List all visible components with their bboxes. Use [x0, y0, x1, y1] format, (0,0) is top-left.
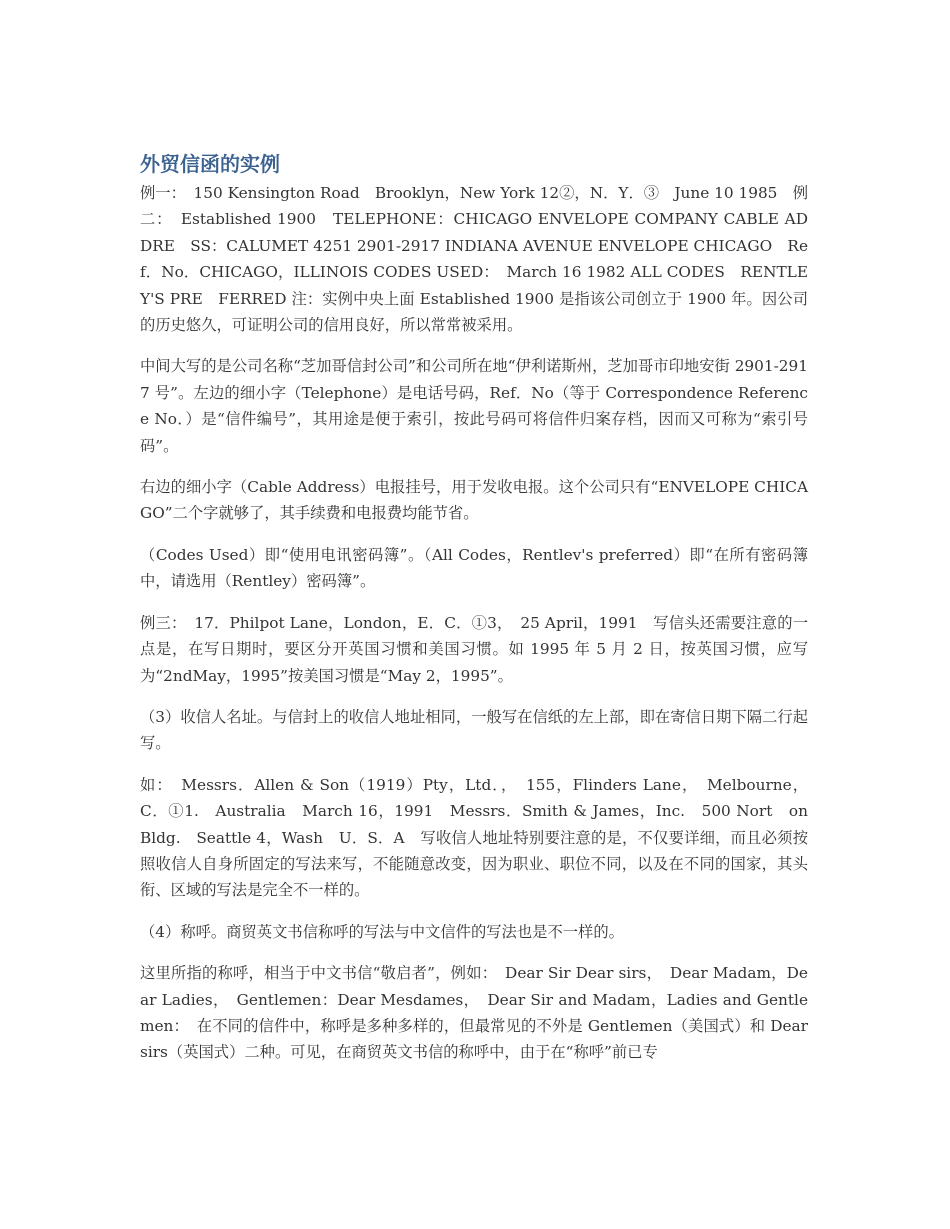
paragraph-recipient-address: （3）收信人名址。与信封上的收信人地址相同，一般写在信纸的左上部，即在寄信日期下隔二行起写。 — [140, 707, 808, 753]
paragraph-salutation-examples: 这里所指的称呼，相当于中文书信“敬启者”，例如： Dear Sir Dear sirs， Dear Madam，Dear Ladies， Gentlemen：Dear Mesdames， Dear Sir and Madam，Ladies and Gentlemen： 在不同的信件中，称呼是多种多样的，但最常见的不外是 Gentlemen（美国式）和 Dear sirs（英国式）二种。可见，在商贸英文书信的称呼中，由于在“称呼”前已专 — [140, 964, 808, 1062]
paragraph-codes-used: （Codes Used）即“使用电讯密码簿”。（All Codes，Rentlev's preferred）即“在所有密码簿中，请选用（Rentley）密码簿”。 — [140, 545, 808, 591]
paragraph-example-3: 例三： 17．Philpot Lane，London，E．C．①3， 25 April，1991 写信头还需要注意的一点是，在写日期时，要区分开英国习惯和美国习惯。如 1995 年 5 月 2 日，按英国习惯，应写为“2ndMay，1995”按美国习惯是“May 2，1995”。 — [140, 613, 808, 685]
paragraph-example-1-2: 例一： 150 Kensington Road Brooklyn，New York 12②，N．Y．③ June 10 1985 例二： Established 1900 TELEPHONE：CHICAGO ENVELOPE COMPANY CABLE ADDRE SS：CALUMET 4251 2901-2917 INDIANA AVENUE ENVELOPE CHICAGO Ref．No．CHICAGO，ILLINOIS CODES USED： March 16 1982 ALL CODES RENTLEY'S PRE FERRED 注：实例中央上面 Established 1900 是指该公司创立于 1900 年。因公司的历史悠久，可证明公司的信用良好，所以常常被采用。 — [140, 184, 808, 335]
paragraph-company-name: 中间大写的是公司名称“芝加哥信封公司”和公司所在地“伊利诺斯州，芝加哥市印地安街 2901-2917 号”。左边的细小字（Telephone）是电话号码，Ref．No（等于 Correspondence Reference No．）是“信件编号”，其用途是便于索引，按此号码可将信件归案存档，因而又可称为“索引号码”。 — [140, 357, 808, 455]
paragraph-salutation-heading: （4）称呼。商贸英文书信称呼的写法与中文信件的写法也是不一样的。 — [140, 922, 624, 941]
paragraph-cable-address: 右边的细小字（Cable Address）电报挂号，用于发收电报。这个公司只有“ENVELOPE CHICAGO”二个字就够了，其手续费和电报费均能节省。 — [140, 478, 808, 523]
paragraph-address-examples: 如： Messrs．Allen & Son（1919）Pty，Ltd．， 155，Flinders Lane， Melbourne，C．①1. Australia March 16，1991 Messrs．Smith & James，Inc. 500 Nort on Bldg. Seattle 4，Wash U．S．A 写收信人地址特别要注意的是，不仅要详细，而且必须按照收信人自身所固定的写法来写，不能随意改变，因为职业、职位不同，以及在不同的国家，其头衔、区域的写法是完全不一样的。 — [140, 775, 808, 900]
document-page — [140, 148, 808, 1081]
document-title: 外贸信函的实例 — [140, 152, 280, 176]
